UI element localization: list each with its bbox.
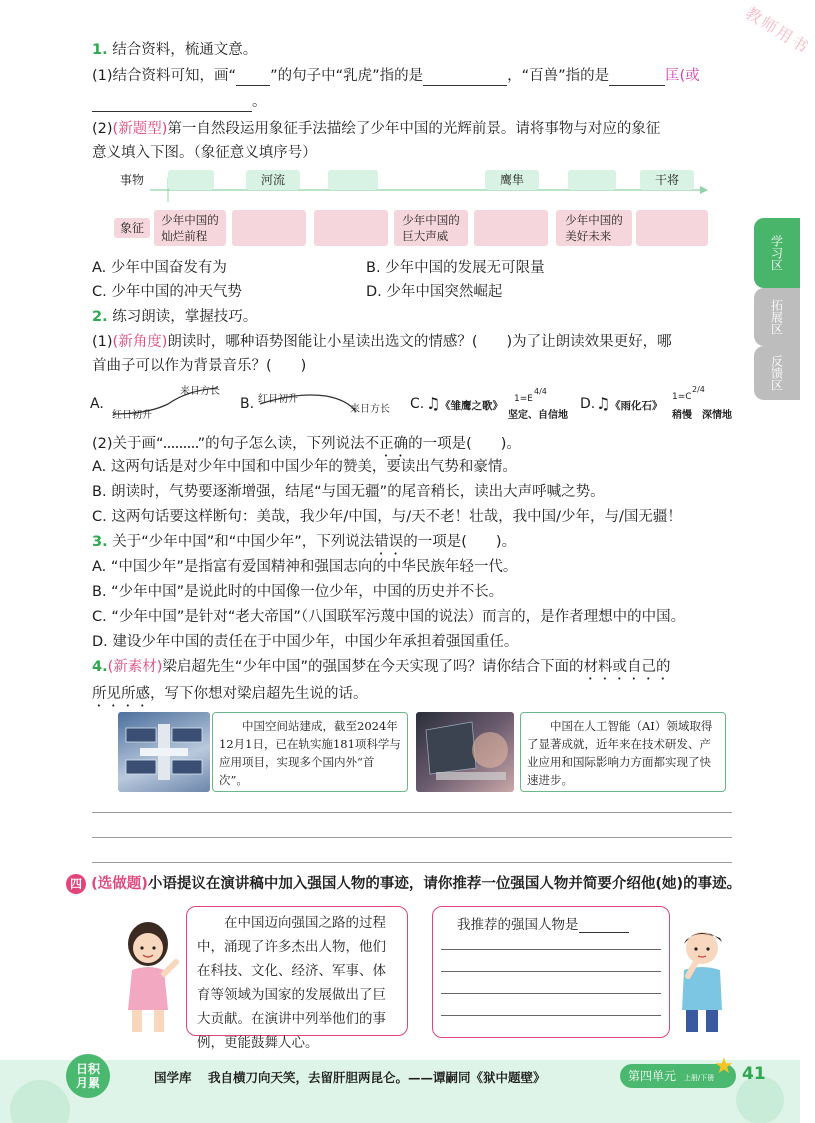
q2-option-a2: A. 这两句话是对少年中国和中国少年的赞美，要读出气势和豪情。 xyxy=(92,459,517,475)
q2-title: 2. 练习朗读，掌握技巧。 xyxy=(92,309,258,325)
recommend-name-blank[interactable] xyxy=(579,916,629,933)
speech-bubble-left: 在中国迈向强国之路的过程中，涌现了许多杰出人物，他们在科技、文化、经济、军事、体育等领域为国家的发展做出了巨大贡献。在演讲中列举他们的事例，更能鼓舞人心。 xyxy=(186,906,408,1036)
ai-card: 中国在人工智能（AI）领域取得了显著成就，近年来在技术研发、产业应用和国际影响力方面都实现了快速进步。 xyxy=(520,712,726,792)
laptop-icon xyxy=(416,712,514,792)
page-number: 41 xyxy=(742,1064,766,1084)
diagram-symbol-4: 少年中国的 巨大声威 xyxy=(394,210,468,246)
answer-line-3[interactable] xyxy=(92,862,732,863)
space-station-image xyxy=(118,712,210,792)
q1-option-b: B. 少年中国的发展无可限量 xyxy=(366,260,545,276)
footer-label: 国学库 xyxy=(154,1070,192,1085)
diagram-symbol-6: 少年中国的 美好未来 xyxy=(556,210,632,246)
diagram-symbol-1: 少年中国的 灿烂前程 xyxy=(154,210,226,246)
wavy-underline-mark xyxy=(164,432,198,448)
q3-option-b: B. “少年中国”是说此时的中国像一位少年，中国的历史并不长。 xyxy=(92,584,504,600)
q2-part1-cont: 首曲子可以作为背景音乐？( ) xyxy=(92,358,307,374)
side-tab-study[interactable]: 学习区 xyxy=(754,218,800,288)
diagram-label-symbol: 象征 xyxy=(114,218,150,238)
side-tab-feedback[interactable]: 反馈区 xyxy=(754,346,800,400)
speech-bubble-right: 我推荐的强国人物是 xyxy=(432,906,670,1038)
q2-option-d[interactable]: D. ♫ 《雨化石》 1=C 2/4 稍慢 深情地 xyxy=(580,385,732,421)
teacher-edition-stamp: 教师用书 xyxy=(741,3,814,58)
music-note-icon: ♫ xyxy=(426,394,441,413)
recommend-line-2[interactable] xyxy=(441,971,661,972)
music-note-icon: ♫ xyxy=(596,394,611,413)
boy-character-icon xyxy=(672,918,734,1036)
diagram-thing-3[interactable] xyxy=(328,170,378,190)
q2-option-b[interactable]: B. 红日初升 来日方长 xyxy=(240,382,400,422)
answer-blank[interactable] xyxy=(609,69,665,86)
footer-quote: 我自横刀向天笑，去留肝胆两昆仑。——谭嗣同《狱中题壁》 xyxy=(208,1070,546,1085)
diagram-symbol-5[interactable] xyxy=(474,210,548,246)
answer-line-2[interactable] xyxy=(92,837,732,838)
q3-option-a: A. “中国少年”是指富有爱国精神和强国志向的中华民族年轻一代。 xyxy=(92,559,518,575)
answer-blank[interactable] xyxy=(423,69,507,86)
footer-badge: 日积月累 xyxy=(66,1054,110,1098)
q2-option-a[interactable]: A. 红日初升 来日方长 xyxy=(90,382,230,422)
q2-option-c2: C. 这两句话要这样断句：美哉，我少年/中国，与/天不老！壮哉，我中国/少年，与/国无疆！ xyxy=(92,509,682,525)
symbol-diagram xyxy=(110,166,710,252)
q1-part1-cont: 。 xyxy=(92,92,267,112)
underline-mark xyxy=(236,69,270,86)
q1-part1: (1)结合资料可知，画“ ”的句子中“乳虎”指的是 ，“百兽”指的是 匡(或 xyxy=(92,68,700,84)
corner-stamp xyxy=(690,0,814,70)
section-four-header: 四 (选做题)小语提议在演讲稿中加入强国人物的事迹，请你推荐一位强国人物并简要介绍他(她)的事迹。 xyxy=(66,872,786,898)
diagram-thing-5[interactable] xyxy=(568,170,616,190)
girl-character-icon xyxy=(118,918,184,1036)
recommend-line-3[interactable] xyxy=(441,993,661,994)
space-station-icon xyxy=(118,712,210,792)
q1-option-c: C. 少年中国的冲天气势 xyxy=(92,284,242,300)
diagram-thing-1[interactable] xyxy=(168,170,214,190)
recommend-line-1[interactable] xyxy=(441,949,661,950)
q1-option-a: A. 少年中国奋发有为 xyxy=(92,260,227,276)
q2-part2: (2)关于画“ ”的句子怎么读，下列说法不正确的一项是( )。 xyxy=(92,432,521,460)
diagram-symbol-3[interactable] xyxy=(314,210,388,246)
answer-blank[interactable] xyxy=(92,95,252,112)
q1-part2-cont: 意义填入下图。（象征意义填序号） xyxy=(92,145,317,161)
q4-title: 4.(新素材)梁启超先生“少年中国”的强国梦在今天实现了吗？请你结合下面的材料或自己的 xyxy=(92,659,671,675)
diagram-symbol-7[interactable] xyxy=(636,210,708,246)
ai-laptop-image xyxy=(416,712,514,792)
q4-title-cont: 所见所感，写下你想对梁启超先生说的话。 xyxy=(92,686,368,702)
q1-part2: (2)(新题型)第一自然段运用象征手法描绘了少年中国的光辉前景。请将事物与对应的象征 xyxy=(92,121,661,137)
side-tab-extend[interactable]: 拓展区 xyxy=(754,288,800,346)
q2-part1: (1)(新角度)朗读时，哪种语势图能让小星读出选文的情感？( )为了让朗读效果更好，哪 xyxy=(92,334,672,350)
space-station-card: 中国空间站建成，截至2024年12月1日，已在轨实施181项科学与应用项目，实现多个国内外“首次”。 xyxy=(212,712,408,792)
diagram-thing-2: 河流 xyxy=(246,170,300,190)
diagram-symbol-2[interactable] xyxy=(232,210,306,246)
q1-title: 1. 结合资料，梳通文意。 xyxy=(92,42,258,58)
section-badge: 四 xyxy=(66,874,86,894)
q2-option-b2: B. 朗读时，气势要逐渐增强，结尾“与国无疆”的尾音稍长，读出大声呼喊之势。 xyxy=(92,484,605,500)
unit-label: 第四单元 上册/下册 xyxy=(620,1064,736,1088)
page-footer xyxy=(0,1054,800,1123)
q3-option-d: D. 建设少年中国的责任在于中国少年，中国少年承担着强国重任。 xyxy=(92,634,519,650)
answer-line-1[interactable] xyxy=(92,812,732,813)
q3-option-c: C. “少年中国”是针对“老大帝国”（八国联军污蔑中国的说法）而言的，是作者理想中的中国。 xyxy=(92,609,686,625)
q2-option-c[interactable]: C. ♫ 《雏鹰之歌》 1=E 4/4 坚定、自信地 xyxy=(410,387,568,421)
q1-option-d: D. 少年中国突然崛起 xyxy=(366,284,503,300)
star-icon: ★ xyxy=(714,1054,734,1079)
diagram-thing-6: 干将 xyxy=(640,170,694,190)
diagram-label-thing: 事物 xyxy=(119,173,144,187)
recommend-line-4[interactable] xyxy=(441,1015,661,1016)
diagram-thing-4: 鹰隼 xyxy=(485,170,539,190)
q3-title: 3. 关于“少年中国”和“中国少年”，下列说法错误的一项是( )。 xyxy=(92,534,517,550)
